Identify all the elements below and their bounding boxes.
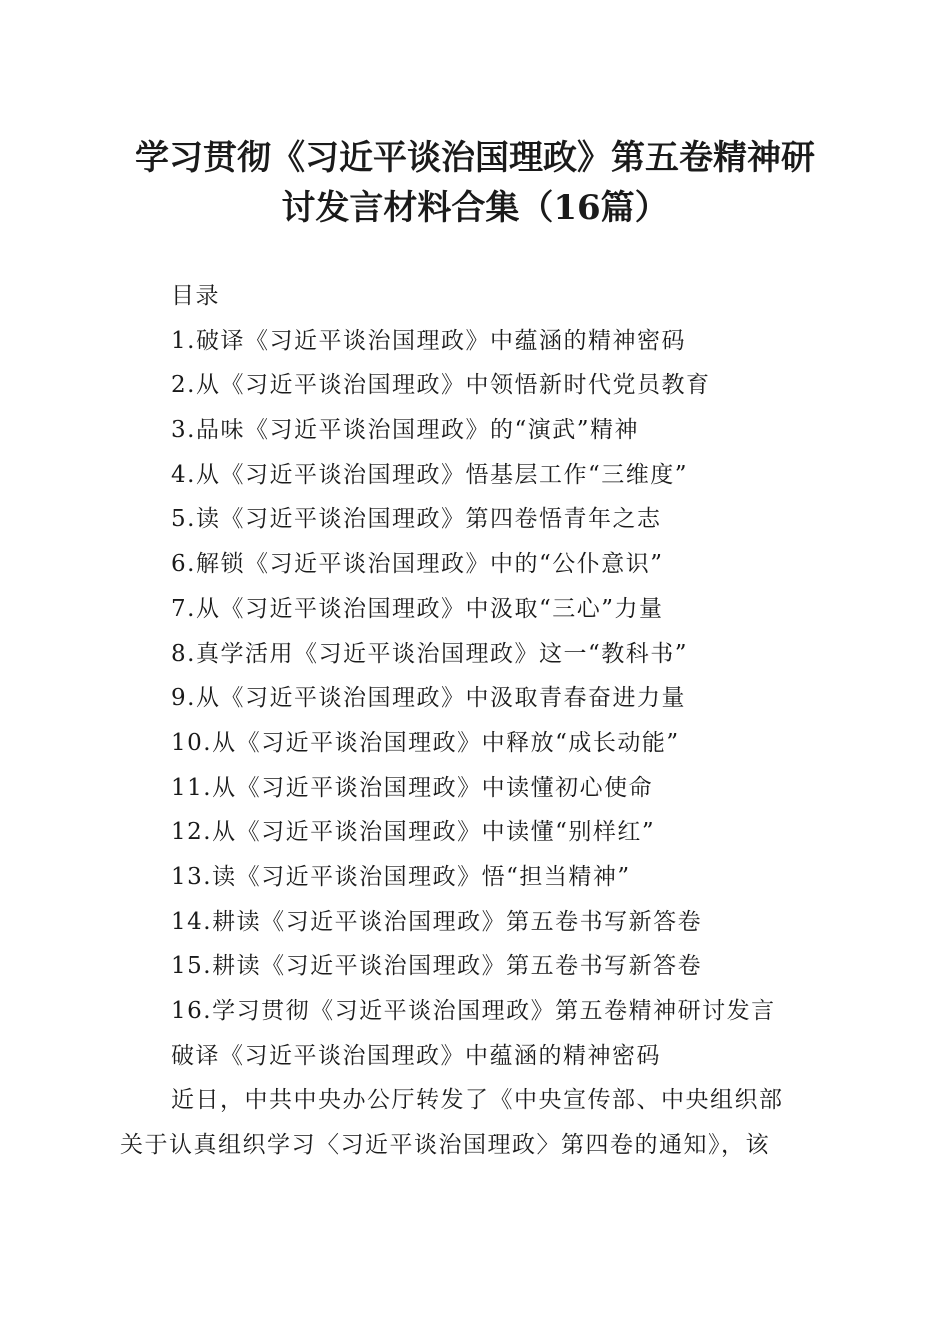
toc-item: 10.从《习近平谈治国理政》中释放“成长动能”	[171, 729, 680, 756]
toc-list	[120, 319, 830, 1034]
toc-item: 9.从《习近平谈治国理政》中汲取青春奋进力量	[171, 685, 686, 712]
document-body	[120, 274, 830, 1168]
toc-item: 13.读《习近平谈治国理政》悟“担当精神”	[171, 863, 631, 890]
toc-item: 8.真学活用《习近平谈治国理政》这一“教科书”	[171, 640, 688, 667]
paragraph-line: 关于认真组织学习〈习近平谈治国理政〉第四卷的通知》，该	[120, 1132, 770, 1159]
title-line-2: 讨发言材料合集（16篇）	[281, 188, 669, 228]
toc-item: 4.从《习近平谈治国理政》悟基层工作“三维度”	[171, 461, 688, 488]
toc-item: 1.破译《习近平谈治国理政》中蕴涵的精神密码	[171, 327, 686, 354]
toc-item: 3.品味《习近平谈治国理政》的“演武”精神	[171, 417, 639, 444]
document-title	[100, 133, 850, 233]
toc-item: 5.读《习近平谈治国理政》第四卷悟青年之志	[171, 506, 662, 533]
toc-heading: 目录	[171, 283, 220, 309]
toc-item: 2.从《习近平谈治国理政》中领悟新时代党员教育	[171, 372, 711, 399]
toc-item: 15.耕读《习近平谈治国理政》第五卷书写新答卷	[171, 953, 703, 980]
section-heading: 破译《习近平谈治国理政》中蕴涵的精神密码	[171, 1042, 661, 1069]
toc-item: 6.解锁《习近平谈治国理政》中的“公仆意识”	[171, 551, 664, 578]
toc-item: 11.从《习近平谈治国理政》中读懂初心使命	[171, 774, 654, 801]
toc-item: 7.从《习近平谈治国理政》中汲取“三心”力量	[171, 595, 664, 622]
toc-item: 14.耕读《习近平谈治国理政》第五卷书写新答卷	[171, 908, 703, 935]
body-paragraph	[120, 1078, 830, 1167]
toc-item: 16.学习贯彻《习近平谈治国理政》第五卷精神研讨发言	[171, 998, 776, 1024]
paragraph-line: 近日，中共中央办公厅转发了《中央宣传部、中央组织部	[171, 1087, 784, 1114]
toc-item: 12.从《习近平谈治国理政》中读懂“别样红”	[171, 819, 656, 846]
title-line-1: 学习贯彻《习近平谈治国理政》第五卷精神研	[135, 138, 815, 178]
